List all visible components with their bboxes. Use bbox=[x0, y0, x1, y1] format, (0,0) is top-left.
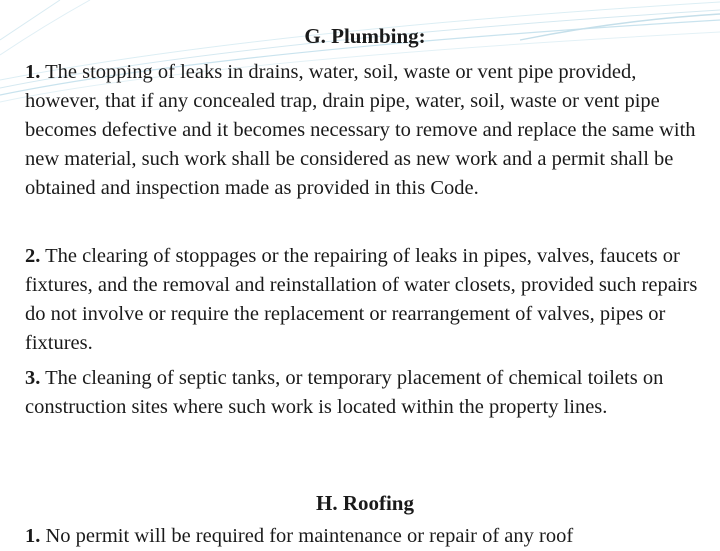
item-number: 2. bbox=[25, 245, 41, 267]
item-number: 1. bbox=[25, 525, 41, 547]
section-heading-plumbing: G. Plumbing: bbox=[304, 24, 426, 48]
item-number: 3. bbox=[25, 367, 41, 389]
item-text: The cleaning of septic tanks, or temporary placement of chemical toilets on construction sites where such work is located within the property lines. bbox=[25, 367, 664, 418]
item-text: The clearing of stoppages or the repairing of leaks in pipes, valves, faucets or fixtures, and the removal and reinstallation of water closets, provided such repairs do not involve or require the replacement or rearrangement of valves, pipes or fixtures. bbox=[25, 245, 698, 354]
section-heading-roofing: H. Roofing bbox=[315, 491, 414, 515]
plumbing-item-2 bbox=[25, 242, 705, 358]
item-number: 1. bbox=[25, 61, 41, 83]
plumbing-item-3 bbox=[25, 364, 705, 422]
item-text: No permit will be required for maintenance or repair of any roof bbox=[40, 525, 574, 547]
plumbing-item-1 bbox=[25, 58, 705, 203]
item-text: The stopping of leaks in drains, water, soil, waste or vent pipe provided, however, that if any concealed trap, drain pipe, water, soil, waste or vent pipe becomes defective and it becomes necessary to remove and replace the same with new material, such work shall be considered as new work and a permit shall be obtained and inspection made as provided in this Code. bbox=[25, 61, 696, 199]
roofing-item-1 bbox=[25, 522, 705, 551]
